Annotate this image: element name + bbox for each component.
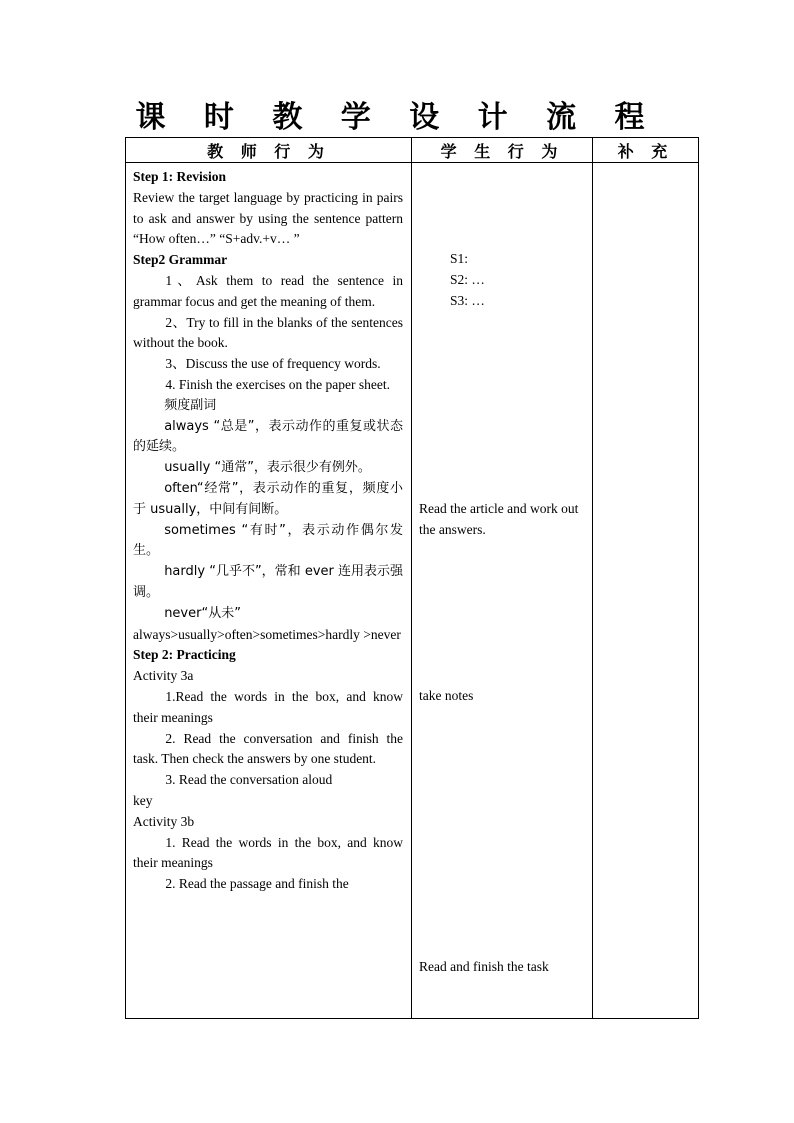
table-header-row <box>126 138 699 163</box>
student-cell <box>412 163 593 1019</box>
grammar-item-1: 1、Ask them to read the sentence in grammar focus and get the meaning of them. <box>133 272 403 309</box>
table-body-row <box>126 163 699 1019</box>
header-teacher: 教 师 行 为 <box>126 138 412 163</box>
lesson-plan-table <box>125 137 699 1019</box>
step2-title: Step2 Grammar <box>133 252 228 268</box>
activity-3a: Activity 3a <box>133 668 194 684</box>
grammar-item-4: 4. Finish the exercises on the paper sheet. <box>165 376 390 392</box>
teacher-cell <box>126 163 412 1019</box>
activity-3a-item-3: 3. Read the conversation aloud <box>165 772 333 788</box>
key-label: key <box>133 792 153 808</box>
student-take-notes: take notes <box>419 688 474 703</box>
frequency-sometimes: sometimes “有时”，表示动作偶尔发生。 <box>133 522 403 559</box>
frequency-often: often“经常”，表示动作的重复，频度小于 usually，中间有间断。 <box>133 480 403 517</box>
frequency-never: never“从未” <box>164 605 241 621</box>
step3-title: Step 2: Practicing <box>133 647 236 663</box>
student-s3: S3: … <box>450 293 485 308</box>
grammar-item-2: 2、Try to fill in the blanks of the sentences without the book. <box>133 314 403 351</box>
activity-3b: Activity 3b <box>133 813 195 829</box>
frequency-always: always “总是”，表示动作的重复或状态的延续。 <box>133 418 403 455</box>
activity-3a-item-2: 2. Read the conversation and finish the task. Then check the answers by one student. <box>133 730 403 767</box>
page-title: 课 时 教 学 设 计 流 程 <box>135 100 659 135</box>
step1-text: Review the target language by practicing in pairs to ask and answer by using the sentence pattern “How often…” “S+adv.+v… ” <box>133 189 403 247</box>
header-student: 学 生 行 为 <box>412 138 593 163</box>
activity-3b-item-2: 2. Read the passage and finish the <box>165 876 349 892</box>
step1-title: Step 1: Revision <box>133 169 227 184</box>
student-s2: S2: … <box>450 272 485 287</box>
frequency-hardly: hardly “几乎不”，常和 ever 连用表示强调。 <box>133 564 403 600</box>
header-notes: 补 充 <box>593 138 699 163</box>
activity-3a-item-1: 1.Read the words in the box, and know their meanings <box>133 688 403 725</box>
student-s1: S1: <box>450 251 469 266</box>
activity-3b-item-1: 1. Read the words in the box, and know their meanings <box>133 834 403 871</box>
frequency-heading: 频度副词 <box>164 397 217 413</box>
frequency-order: always>usually>often>sometimes>hardly >never <box>133 626 401 642</box>
grammar-item-3: 3、Discuss the use of frequency words. <box>165 356 381 372</box>
notes-cell <box>593 163 699 1019</box>
frequency-usually: usually “通常”，表示很少有例外。 <box>164 460 371 476</box>
student-read-finish: Read and finish the task <box>419 959 549 974</box>
student-read-article: Read the article and work out the answers. <box>419 501 579 537</box>
